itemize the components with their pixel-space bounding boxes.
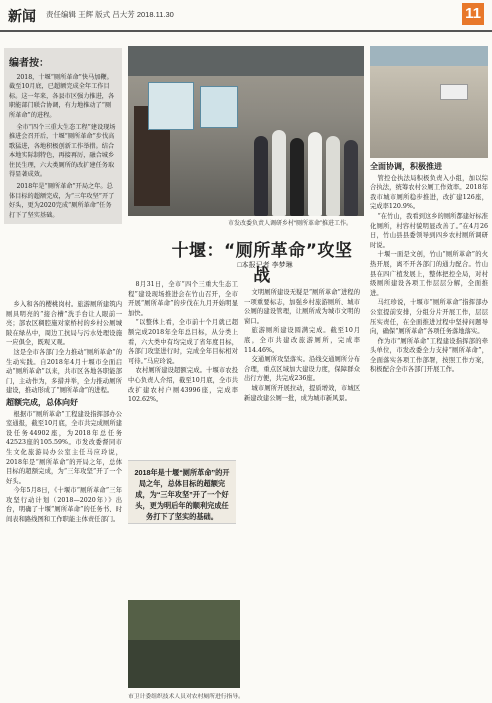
paragraph: 文明厕所建设无疑是“厕所革命”进程的一项重要标志，加强乡村旅游厕所、城市公厕的建设管理，让厕所成为城市文明的窗口。 — [244, 289, 360, 325]
right-column — [370, 160, 488, 375]
paragraph: 马红珍说，十堰市“厕所革命”指挥部办公室提前安排，分组分片开展工作，层层压实责任，在全面推进过程中坚持问题导向，确保“厕所革命”各项任务落地落实。 — [370, 299, 488, 336]
paragraph: “以整体上看，全市前十个月就已超额完成2018年全年总目标，从分类上看，六大类中有均完成了省年度目标，各部门攻坚进行时，完成全年目标相对可待。”马应玲说。 — [128, 319, 238, 365]
editor-note-box — [4, 48, 122, 224]
side-photo — [370, 46, 488, 158]
article-byline: □本报记者 李梦琳 — [237, 262, 293, 269]
article-title: 十堰：“厕所革命”攻坚战 — [171, 241, 353, 286]
top-photo-caption: 市发改委负责人调研乡村“厕所革命”推进工作。 — [228, 221, 352, 227]
top-photo — [128, 46, 364, 216]
section-heading: 全面协调，积极推进 — [370, 162, 442, 171]
editor-note-paragraph: 全市“四个三重大生态工程”建设现场推进会召开后，十堰“厕所革命”步伐高歌猛进，各地积极创新工作举措。结合本地实际制特色，再接再厉，融合城乡住民生理，六大类厕所的改扩建任务取得显著成效。 — [9, 124, 116, 179]
editor-note-paragraph: 2018，十堰“厕所革命”快马加鞭。截至10月底，已超额完成全年工作目标。这一年来，各县市区强力推进，各职能部门联合协调，有力地推动了“厕所革命”的进程。 — [9, 74, 115, 119]
paragraph: 这是全市各部门全力推动“厕所革命”的生动实践。自2018年4月十堰市全面启动“厕所革命”以来，共市区各地各职能部门，主动作为，多措并举，全力推动厕所建设，推动形成了“厕所革命”的进程。 — [6, 348, 122, 395]
page-number-badge: 11 — [462, 3, 484, 25]
paragraph: “在竹山，我看到这乡的厕所都建好标准化厕所，村容村貌明显改善了。”在4月26日，竹山县县委领导到四乡农村厕所调研时说。 — [370, 212, 488, 249]
page-header — [0, 0, 492, 32]
paragraph: 8月31日，全市“四个三重大生态工程”建设现场推进会在竹山召开，全市开展“厕所革命”的步伐在九月开始明显加快。 — [128, 281, 238, 317]
pull-quote: 2018年是十堰“厕所革命”的开局之年，总体目标的超额完成，为“三年攻坚”开了一个好头，更为明后年的顺利完成任务打下了坚实的基础。 — [128, 460, 236, 524]
bottom-photo — [128, 600, 240, 688]
paragraph: 乡入和各的樱桃岗村。旅游厕所建筑内厕具明亮的“接合槽”洗手台让人眼前一亮；部农区稠腔施对家桥村的乡村公厕城陂在绿丛中，周边工抗局与污水处理设施一应俱全，既观又观。 — [6, 301, 122, 347]
left-column — [6, 300, 122, 525]
paragraph: 城市厕所开展拉动，提质增效，市城区新建改建公厕一批，成为城市新风景。 — [244, 384, 360, 402]
center-column — [244, 288, 360, 403]
editor-note-heading: 编者按： — [9, 58, 49, 69]
paragraph: 十堰一面是文创，竹山“厕所革命”的火热开展，离不开各部门的通力配合。竹山县在四广植发展上，整体把控全局，对村级厕所建设各项工作层层分解，全面推进。 — [370, 251, 488, 297]
bottom-photo-caption: 市卫计委组织技术人员对农村厕所进行指导。 — [128, 694, 244, 700]
paragraph: 作为市“厕所革命”工程建设指挥部的牵头单位，市发改委全力支持“厕所革命”，全面落实各项工作部署，按照工作方案，积极配合全市各部门开展工作。 — [370, 337, 488, 374]
section-heading: 超额完成，总体向好 — [6, 397, 78, 407]
paragraph: 根据市“厕所革命”工程建设指挥部办公室通报，截至10月底，全市共完成厕所建设任务44902座，为2018年总任务42523座的105.59%。市发改委督同市生文化旅游局办公室主任马应玲说，2018年是“厕所革命”的开局之年，总体目标的超额完成，为“三年攻坚”开了一个好头。 — [6, 410, 122, 485]
middle-column — [128, 280, 238, 405]
paragraph: 交通厕所攻坚落实。沿线交通厕所分布合理，重点区域加大建设力度，保障群众出行方便，共完成236座。 — [244, 356, 360, 383]
paragraph: 今年5月8日，《十堰市“厕所革命”三年攻坚行动计划（2018—2020年）》出台，明确了十堰“厕所革命”的任务书、时间表和路线图和工作职能主体责任部门。 — [6, 487, 122, 524]
section-name: 新闻 — [8, 8, 36, 24]
paragraph: 管控仓执法局积极负责入小组，加以综合执法，统筹农村公厕工作效率。2018年我市城市厕所稳步推进，改扩建126座，完成率120.9%。 — [370, 174, 488, 211]
paragraph: 农村厕所建设超额完成。十堰市农投中心负责人介绍，截至10月底，全市共改扩建农村户厕43996座，完成率102.62%。 — [128, 367, 238, 404]
header-meta: 责任编辑 王辉 版式 吕大芳 2018.11.30 — [46, 10, 174, 19]
editor-note-paragraph: 2018年是“厕所革命”开局之年。总体目标的超额完成，为“三年攻坚”开了好头，更为2020完成“厕所革命”任务打下了坚实基础。 — [9, 183, 115, 219]
paragraph: 旅游厕所建设圆满完成。截至10月底，全市共建改旅游厕所，完成率114.46%。 — [244, 327, 360, 354]
